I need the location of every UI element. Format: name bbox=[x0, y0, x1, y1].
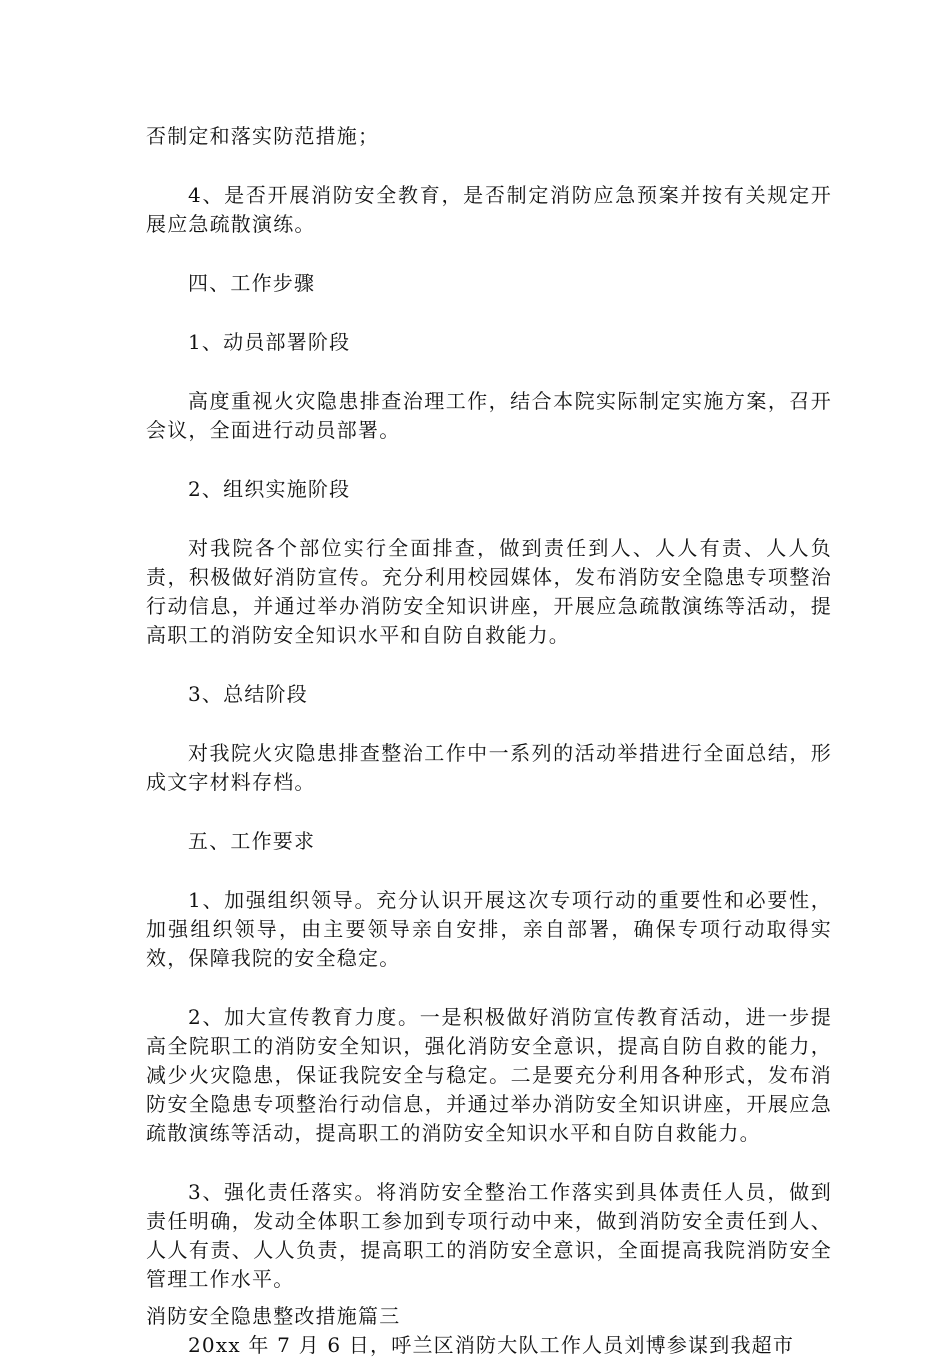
heading-work-steps: 四、工作步骤 bbox=[188, 271, 316, 295]
paragraph-part-3-intro: 20xx 年 7 月 6 日，呼兰区消防大队工作人员刘博参谋到我超市 bbox=[188, 1333, 795, 1357]
paragraph-stage-2: 对我院各个部位实行全面排查，做到责任到人、人人有责、人人负责，积极做好消防宣传。充分利用校园媒体，发布消防安全隐患专项整治行动信息，并通过举办消防安全知识讲座，开展应急疏散演练等活动，提高职工的消防安全知识水平和自防自救能力。 bbox=[146, 536, 832, 647]
paragraph-continuation: 否制定和落实防范措施； bbox=[146, 124, 380, 148]
paragraph-requirement-2: 2、加大宣传教育力度。一是积极做好消防宣传教育活动，进一步提高全院职工的消防安全知识，强化消防安全意识，提高自防自救的能力，减少火灾隐患，保证我院安全与稳定。二是要充分利用各种形式，发布消防安全隐患专项整治行动信息，并通过举办消防安全知识讲座，开展应急疏散演练等活动，提高职工的消防安全知识水平和自防自救能力。 bbox=[146, 1005, 832, 1145]
paragraph-stage-3: 对我院火灾隐患排查整治工作中一系列的活动举措进行全面总结，形成文字材料存档。 bbox=[146, 741, 832, 794]
paragraph-requirement-1: 1、加强组织领导。充分认识开展这次专项行动的重要性和必要性，加强组织领导，由主要领导亲自安排，亲自部署，确保专项行动取得实效，保障我院的安全稳定。 bbox=[146, 888, 832, 970]
subheading-stage-1: 1、动员部署阶段 bbox=[188, 330, 351, 354]
paragraph-requirement-3: 3、强化责任落实。将消防安全整治工作落实到具体责任人员，做到责任明确，发动全体职工参加到专项行动中来，做到消防安全责任到人、人人有责、人人负责，提高职工的消防安全意识，全面提高我院消防安全管理工作水平。 bbox=[146, 1180, 832, 1291]
subheading-stage-2: 2、组织实施阶段 bbox=[188, 477, 351, 501]
paragraph-item-4: 4、是否开展消防安全教育，是否制定消防应急预案并按有关规定开展应急疏散演练。 bbox=[146, 183, 832, 236]
section-title-part-3: 消防安全隐患整改措施篇三 bbox=[146, 1304, 401, 1328]
subheading-stage-3: 3、总结阶段 bbox=[188, 682, 308, 706]
paragraph-stage-1: 高度重视火灾隐患排查治理工作，结合本院实际制定实施方案，召开会议，全面进行动员部署。 bbox=[146, 389, 832, 442]
heading-work-requirements: 五、工作要求 bbox=[188, 829, 316, 853]
